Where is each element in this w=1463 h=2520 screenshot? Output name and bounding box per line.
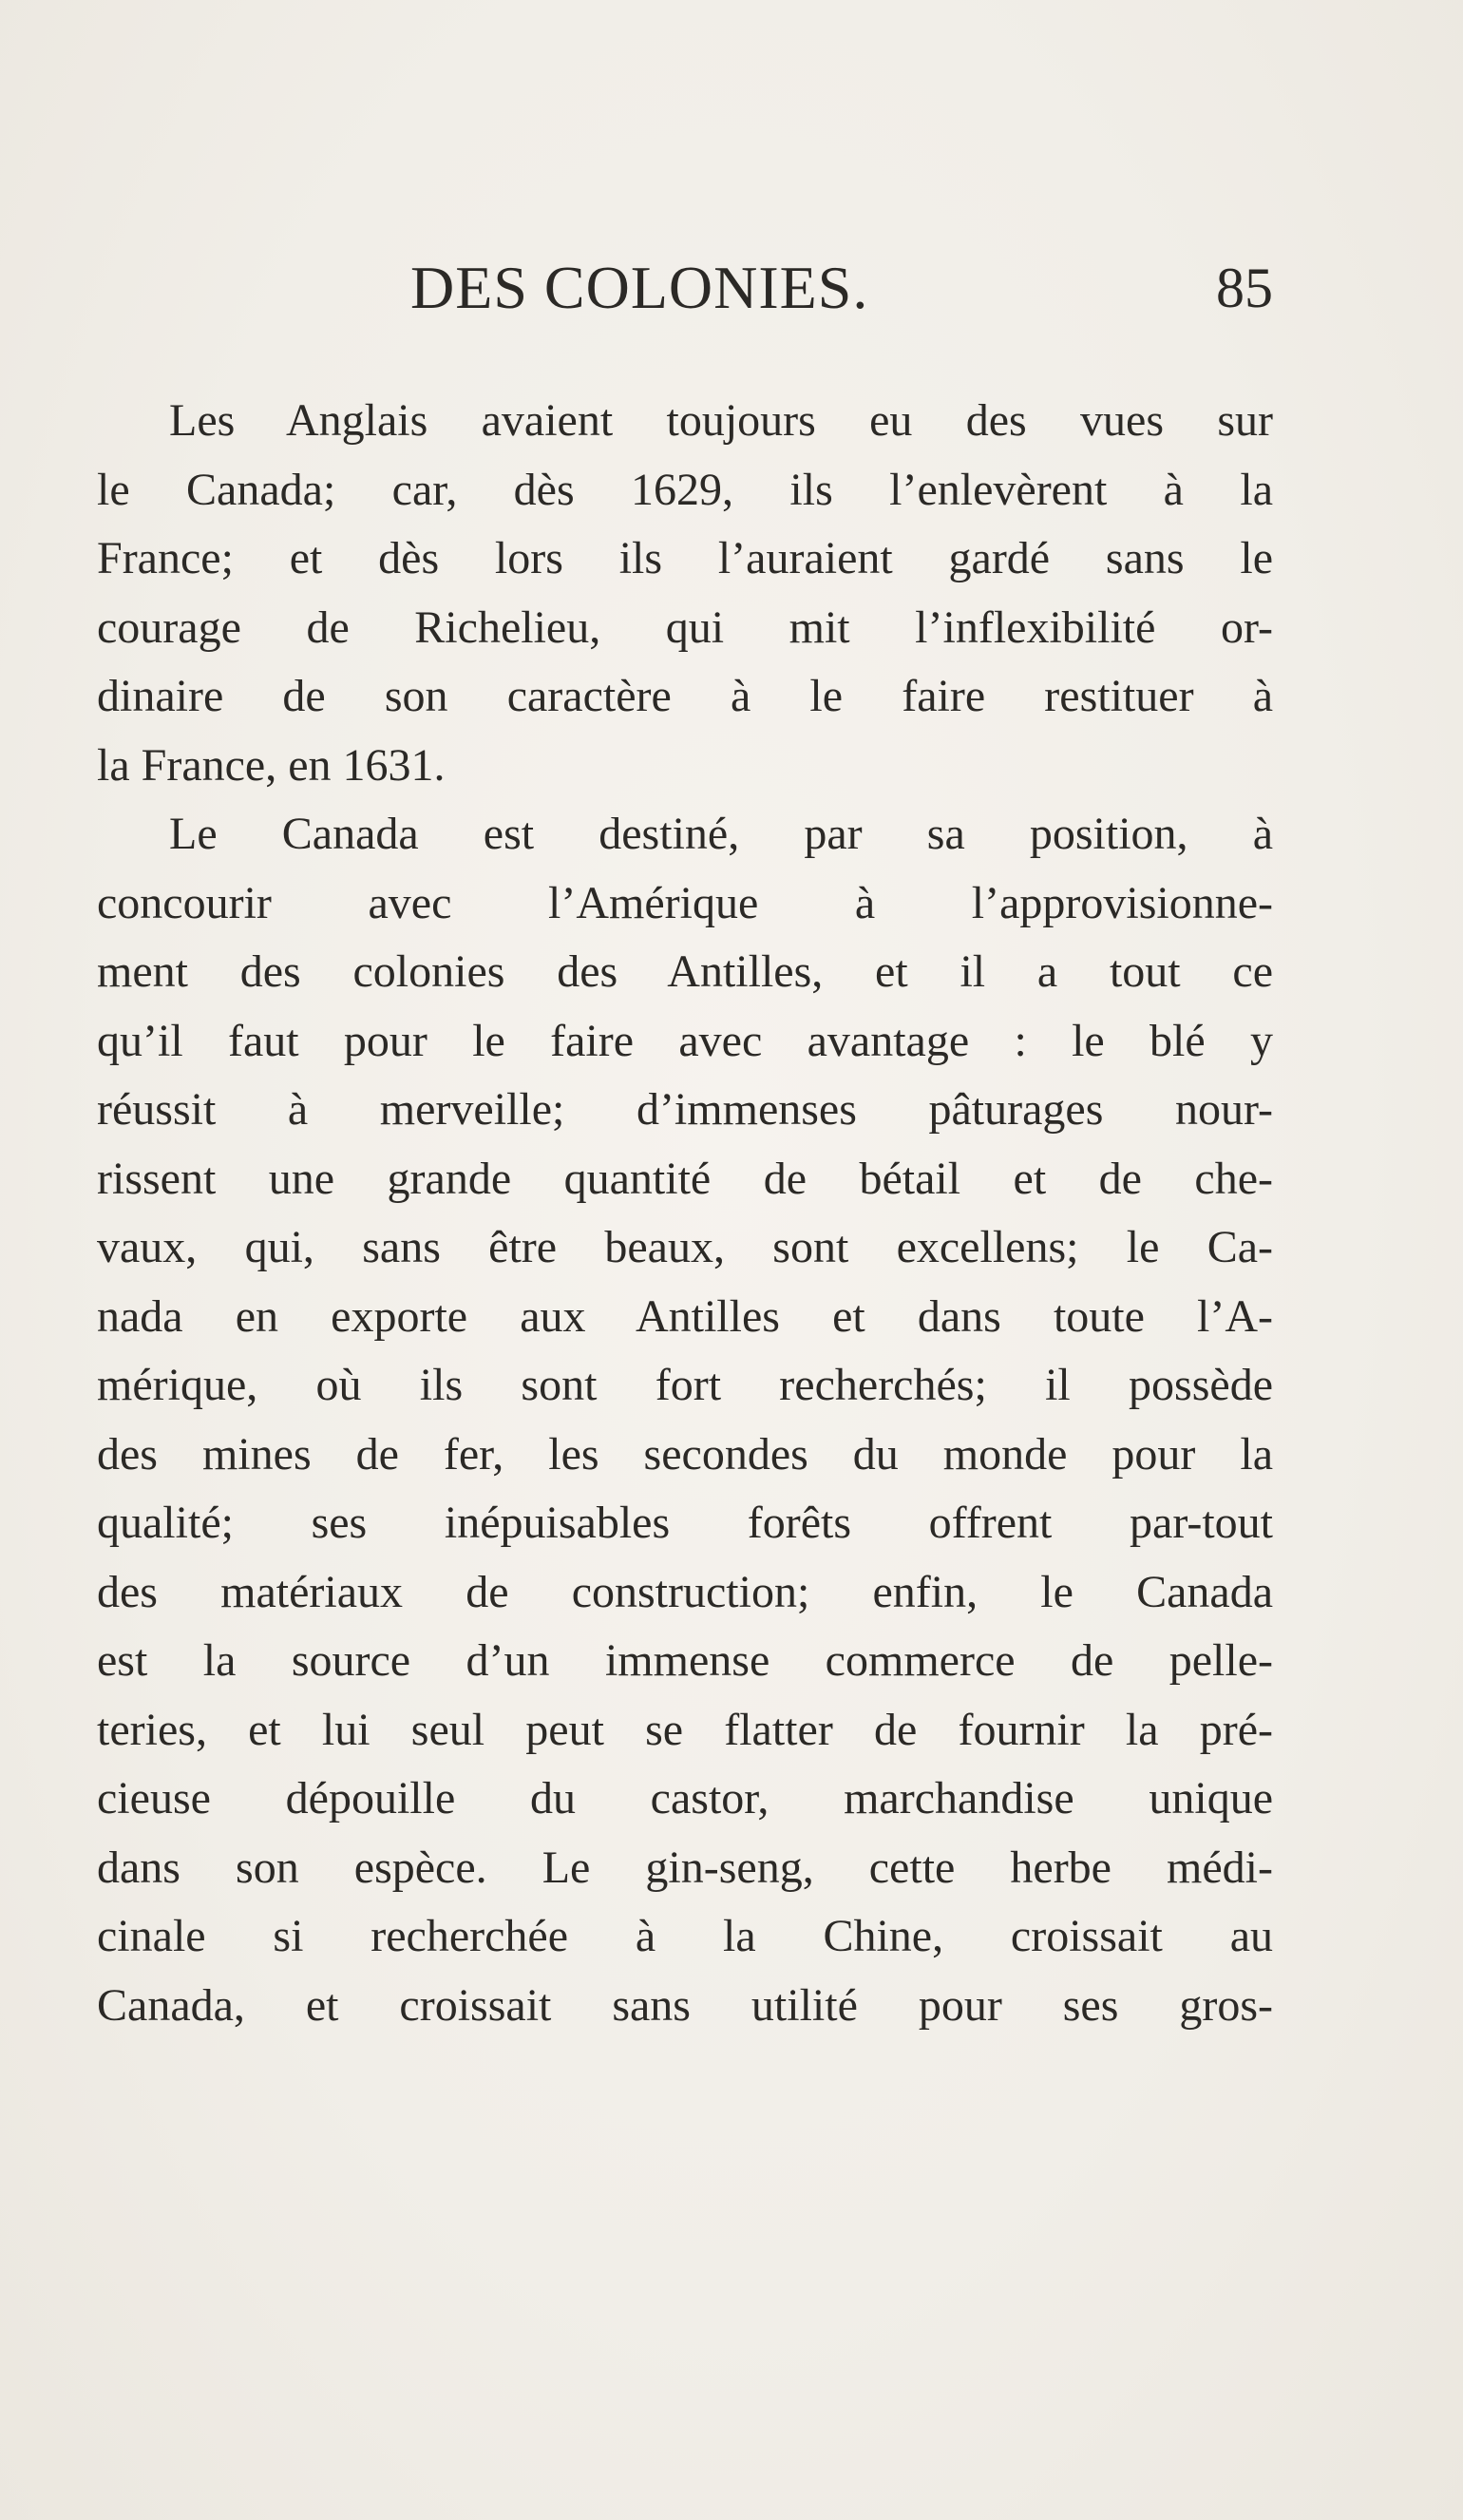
text-line: concourir avec l’Amérique à l’approvisionne-	[97, 877, 1273, 928]
paragraph-1	[97, 387, 1273, 800]
text-line: ment des colonies des Antilles, et il a tout ce	[97, 946, 1273, 997]
text-line: est la source d’un immense commerce de pelle-	[97, 1635, 1273, 1686]
text-line: cinale si recherchée à la Chine, croissait au	[97, 1911, 1273, 1961]
text-line: vaux, qui, sans être beaux, sont excellens; le Ca-	[97, 1222, 1273, 1272]
text-line: courage de Richelieu, qui mit l’inflexibilité or-	[97, 601, 1273, 653]
text-line: le Canada; car, dès 1629, ils l’enlevèrent à la	[97, 464, 1273, 515]
body-text	[97, 387, 1273, 2040]
page-number: 85	[1216, 257, 1273, 319]
text-line: rissent une grande quantité de bétail et de che-	[97, 1153, 1273, 1204]
running-title: DES COLONIES.	[410, 254, 869, 321]
text-line: des matériaux de construction; enfin, le Canada	[97, 1566, 1273, 1617]
text-line: dans son espèce. Le gin-seng, cette herbe médi-	[97, 1842, 1273, 1893]
text-line: Canada, et croissait sans utilité pour ses gros-	[97, 1979, 1273, 2031]
text-line: France; et dès lors ils l’auraient gardé sans le	[97, 533, 1273, 583]
text-line: qu’il faut pour le faire avec avantage : le blé y	[97, 1015, 1273, 1066]
text-line: teries, et lui seul peut se flatter de fournir la pré-	[97, 1704, 1273, 1755]
text-line: dinaire de son caractère à le faire restituer à	[97, 671, 1273, 721]
text-line: mérique, où ils sont fort recherchés; il possède	[97, 1360, 1273, 1410]
running-head	[97, 255, 1273, 321]
text-line: qualité; ses inépuisables forêts offrent par-tout	[97, 1498, 1273, 1548]
text-line: nada en exporte aux Antilles et dans toute l’A-	[97, 1290, 1273, 1342]
text-line: réussit à merveille; d’immenses pâturages nour-	[97, 1084, 1273, 1135]
text-line: cieuse dépouille du castor, marchandise unique	[97, 1773, 1273, 1823]
text-line: Les Anglais avaient toujours eu des vues sur	[169, 395, 1273, 446]
paragraph-2	[97, 800, 1273, 2040]
text-line: des mines de fer, les secondes du monde pour la	[97, 1428, 1273, 1480]
text-line: Le Canada est destiné, par sa position, à	[169, 809, 1273, 859]
text-line: la France, en 1631.	[97, 739, 446, 791]
